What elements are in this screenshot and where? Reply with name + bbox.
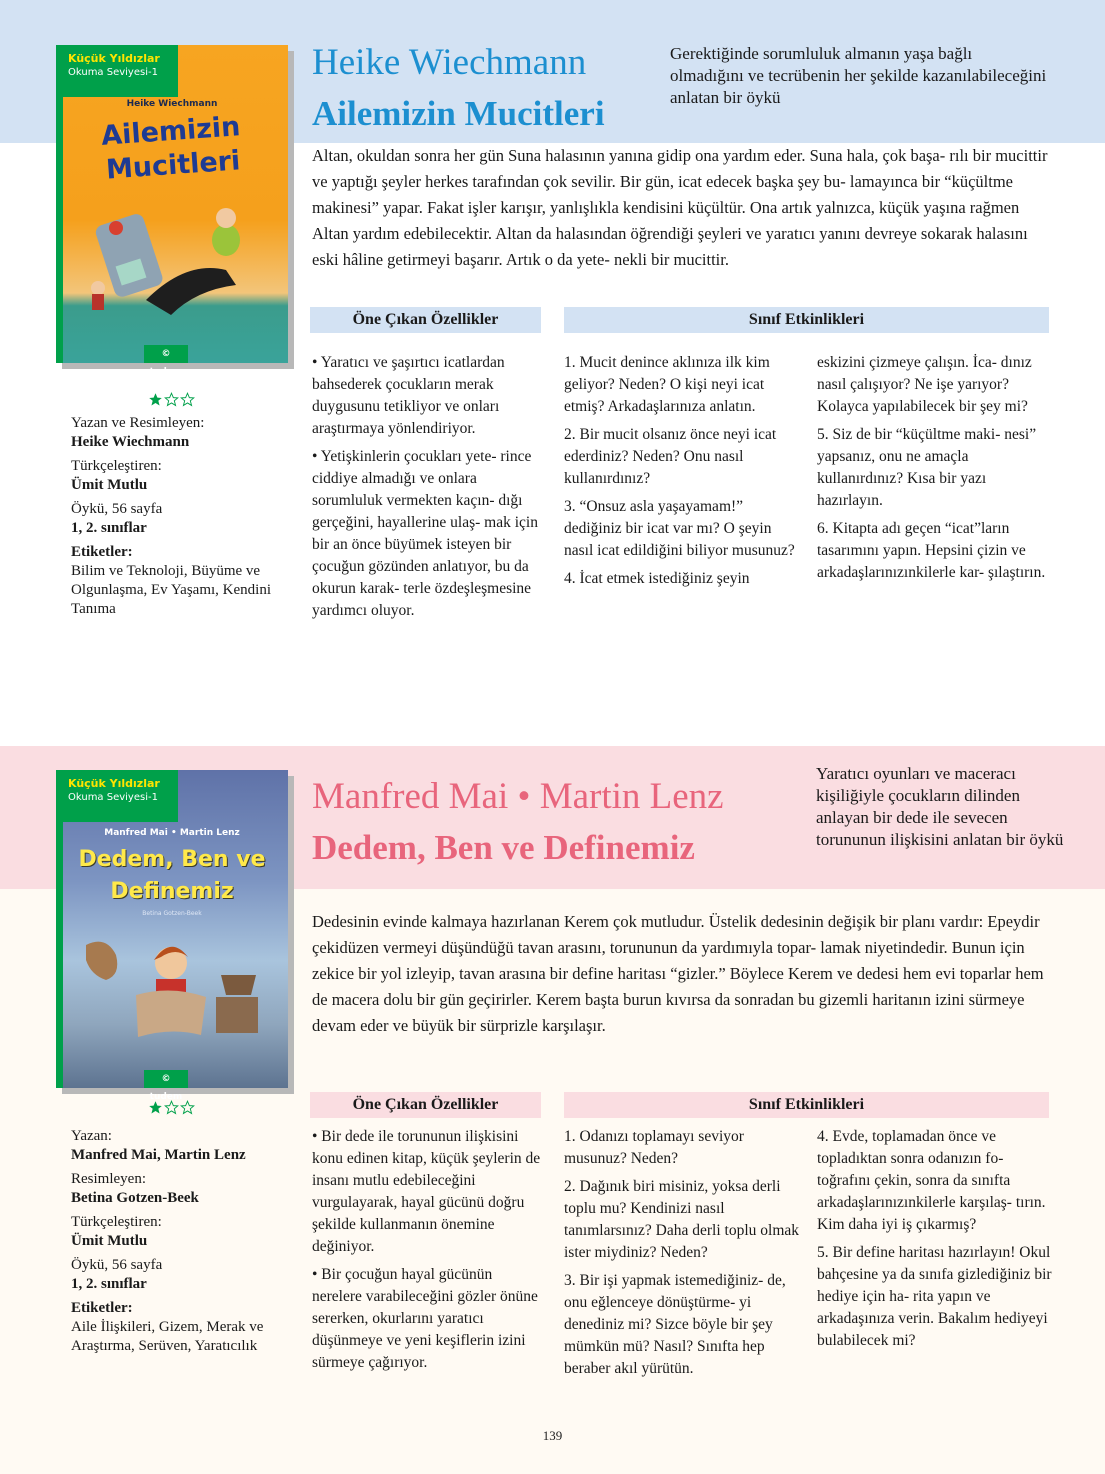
cover-series-name: Küçük Yıldızlar [68,777,160,790]
activity-item: 1. Mucit denince aklınıza ilk kim geliyor? Neden? O kişi neyi icat etmiş? Arkadaşlarınıza anlatın. [564,354,770,415]
book-entry-1 [0,0,1105,700]
book-meta [71,414,301,624]
activities-column-2 [817,352,1053,590]
cover-title [54,107,290,191]
activity-item: 1. Odanızı toplamayı seviyor musunuz? Neden? [564,1128,744,1167]
activities-column-1 [564,1126,804,1386]
author-label: Yazan ve Resimleyen: [71,415,205,431]
feature-item: • Bir çocuğun hayal gücünün nerelere varabileceğini gözler önüne sererken, okurlarını yaratıcı düşünmeye ve yeni keşiflerin izini sürmeye çağırıyor. [312,1266,538,1371]
tags-label: Etiketler: [71,1300,133,1316]
page-number: 139 [542,1428,563,1443]
feature-item: • Yaratıcı ve şaşırtıcı icatlardan bahsederek çocukların merak duygusunu tetikliyor ve onları araştırmaya yönlendiriyor. [312,354,505,437]
box [216,997,258,1033]
features-list [312,1126,544,1380]
level-stars [148,1100,198,1118]
activities-column-1 [564,352,804,596]
cover-illustrator: Betina Gotzen-Beek [142,910,202,917]
activity-item: 4. İcat etmek istediğiniz şeyin [564,570,750,587]
activities-heading: Sınıf Etkinlikleri [564,307,1049,333]
star-empty-icon [164,392,179,407]
activity-item: 6. Kitapta adı geçen “icat”ların tasarımını yapın. Hepsini çizin ve arkadaşlarınızınkilerle kar- şılaştırın. [817,520,1046,581]
cover-series-name: Küçük Yıldızlar [68,52,160,65]
cover-author: Manfred Mai • Martin Lenz [104,828,240,838]
activity-item: 3. “Onsuz asla yaşayamam!” dediğiniz bir icat var mı? O şeyin nasıl icat edildiğini biliyor musunuz? [564,498,795,559]
translator-label: Türkçeleştiren: [71,458,162,474]
activity-item: eskizini çizmeye çalışın. İca- dınız nasıl çalışıyor? Ne işe yarıyor? Kolayca yapılabilecek bir şey mi? [817,354,1032,415]
book-entry-2 [0,746,1105,1474]
plant-pot [221,975,256,995]
publisher-logo: © tudem [144,345,188,363]
cover-title-line1: Dedem, Ben ve [78,847,266,872]
cover-title [56,844,288,908]
activity-item: 2. Bir mucit olsanız önce neyi icat ederdiniz? Neden? Onu nasıl kullanırdınız? [564,426,777,487]
grade-levels: 1, 2. sınıflar [71,1276,147,1292]
cover-series-level: Okuma Seviyesi-1 [68,67,158,78]
book-cover [56,45,288,377]
format-info: Öykü, 56 sayfa [71,501,163,517]
cover-series-badge [56,770,178,822]
boy-head [216,208,236,228]
book-meta [71,1127,301,1361]
author-label: Yazan: [71,1128,112,1144]
tags-list: Aile İlişkileri, Gizem, Merak ve Araştırma, Serüven, Yaratıcılık [71,1319,264,1354]
tags-list: Bilim ve Teknoloji, Büyüme ve Olgunlaşma, Ev Yaşamı, Kendini Tanıma [71,563,271,617]
activity-item: 5. Bir define haritası hazırlayın! Okul bahçesine ya da sınıfa gizlediğiniz bir hediye için ha- rita yapın ve arkadaşınıza verin. Bakalım hediyeyi bulabilecek mi? [817,1244,1052,1349]
tags-label: Etiketler: [71,544,133,560]
book-title-heading: Dedem, Ben ve Definemiz [312,828,695,867]
book-tagline: Gerektiğinde sorumluluk almanın yaşa bağlı olmadığını ve tecrübenin her şekilde kazanılabileceğini anlatan bir öykü [670,44,1047,107]
author-value: Heike Wiechmann [71,434,190,450]
features-heading: Öne Çıkan Özellikler [310,1092,541,1118]
book-summary: Dedesinin evinde kalmaya hazırlanan Kerem çok mutludur. Üstelik dedesinin değişik bir planı vardır: Epeydir çekidüzen vermeyi düşündüğü tavan arasını, torununun da yardımıyla topar- lamak niyetindedir. Bunun için zekice bir yol izleyip, tavan arasına bir define haritası “gizler.” Böylece Kerem ve dedesi hem evi toparlar hem de macera dolu bir gün geçirirler. Kerem başta burun kıvırsa da sonradan bu gizemli haritanın izini sürmeye devam eder ve büyük bir sürprizle karşılaşır. [312,912,1044,1035]
book-cover [56,770,288,1102]
feature-item: • Yetişkinlerin çocukları yete- rince ciddiye almadığı ve onlara sorumluluk vermekten kaçın- dığı gerçeğini, hayallerine ulaş- mak için bir an önce büyümek isteyen bir çocuğun gözünden anlatıyor, bu da okurun karak- terle özdeşleşmesine yardımcı oluyor. [312,448,538,619]
star-filled-icon [148,392,163,407]
activity-item: 5. Siz de bir “küçültme maki- nesi” yapsanız, onu ne amaçla kullanırdınız? Kısa bir yazı hazırlayın. [817,426,1037,509]
cover-illustration [76,210,266,325]
activity-item: 3. Bir işi yapmak istemediğiniz- de, onu eğlenceye dönüştürme- yi denediniz mi? Sizce böyle bir şey mümkün mü? Nasıl? Sınıfta hep beraber akıl yürütün. [564,1272,786,1377]
cover-series-badge [56,45,178,97]
star-empty-icon [164,1100,179,1115]
cover-illustration [76,935,266,1050]
book-author-heading: Heike Wiechmann [312,42,587,83]
translator-label: Türkçeleştiren: [71,1214,162,1230]
activities-column-2 [817,1126,1053,1358]
publisher-logo: © tudem [144,1070,188,1088]
translator-value: Ümit Mutlu [71,1233,148,1249]
book-tagline: Yaratıcı oyunları ve maceracı kişiliğiyle çocukların dilinden anlayan bir dede ile sevecen torununun ilişkisini anlatan bir öykü [816,764,1064,849]
features-heading: Öne Çıkan Özellikler [310,307,541,333]
cover-series-level: Okuma Seviyesi-1 [68,792,158,803]
boy-figure [212,224,240,256]
activities-heading: Sınıf Etkinlikleri [564,1092,1049,1118]
moose-head [86,942,117,980]
feature-item: • Bir dede ile torununun ilişkisini konu edinen kitap, küçük şeylerin de insanı mutlu edebileceğini vurgulayarak, hayal gücünü doğru şekilde kullanmanın önemine değiniyor. [312,1128,541,1255]
cover-author: Heike Wiechmann [126,99,218,109]
cover-title-line2: Definemiz [110,879,234,904]
illustrator-label: Resimleyen: [71,1171,146,1187]
star-filled-icon [148,1100,163,1115]
star-empty-icon [180,1100,195,1115]
features-list [312,352,544,628]
activity-item: 4. Evde, toplamadan önce ve topladıktan sonra odanızın fo- toğrafını çekin, sonra da sınıfta arkadaşlarınızınkilerle karşılaş- tırın. Kim daha iyi iş çıkarmış? [817,1128,1046,1233]
cover-title-line2: Mucitleri [105,145,242,186]
level-stars [148,392,198,410]
book-summary: Altan, okuldan sonra her gün Suna halasının yanına gidip ona yardım eder. Suna hala, çok başa- rılı bir mucittir ve yaptığı şeyler herkes tarafından çok sevilir. Bir gün, icat edecek başka şey bu- lamayınca bir “küçültme makinesi” yapar. Fakat işler karışır, yanlışlıkla kendisini küçültür. Ona artık yalnızca, küçük yaşına rağmen Altan yardım edebilecektir. Altan da halasından öğrendiği şeyleri ve yaratıcı yanını devreye sokarak halasını eski hâline getirmeyi başarır. Artık o da yete- nekli bir mucittir. [312,146,1048,269]
cover-title-line1: Ailemizin [100,111,242,152]
format-info: Öykü, 56 sayfa [71,1257,163,1273]
illustrator-value: Betina Gotzen-Beek [71,1190,199,1206]
grade-levels: 1, 2. sınıflar [71,520,147,536]
translator-value: Ümit Mutlu [71,477,148,493]
treasure-map [136,990,206,1037]
girl-body [92,294,104,310]
machine-lamp [109,221,123,235]
book-title-heading: Ailemizin Mucitleri [312,94,605,133]
author-value: Manfred Mai, Martin Lenz [71,1147,246,1163]
book-author-heading: Manfred Mai • Martin Lenz [312,776,724,817]
activity-item: 2. Dağınık biri misiniz, yoksa derli toplu mu? Kendinizi nasıl tanımlarsınız? Daha derli toplu olmak ister miydiniz? Neden? [564,1178,800,1261]
girl-head [91,281,105,295]
star-empty-icon [180,392,195,407]
